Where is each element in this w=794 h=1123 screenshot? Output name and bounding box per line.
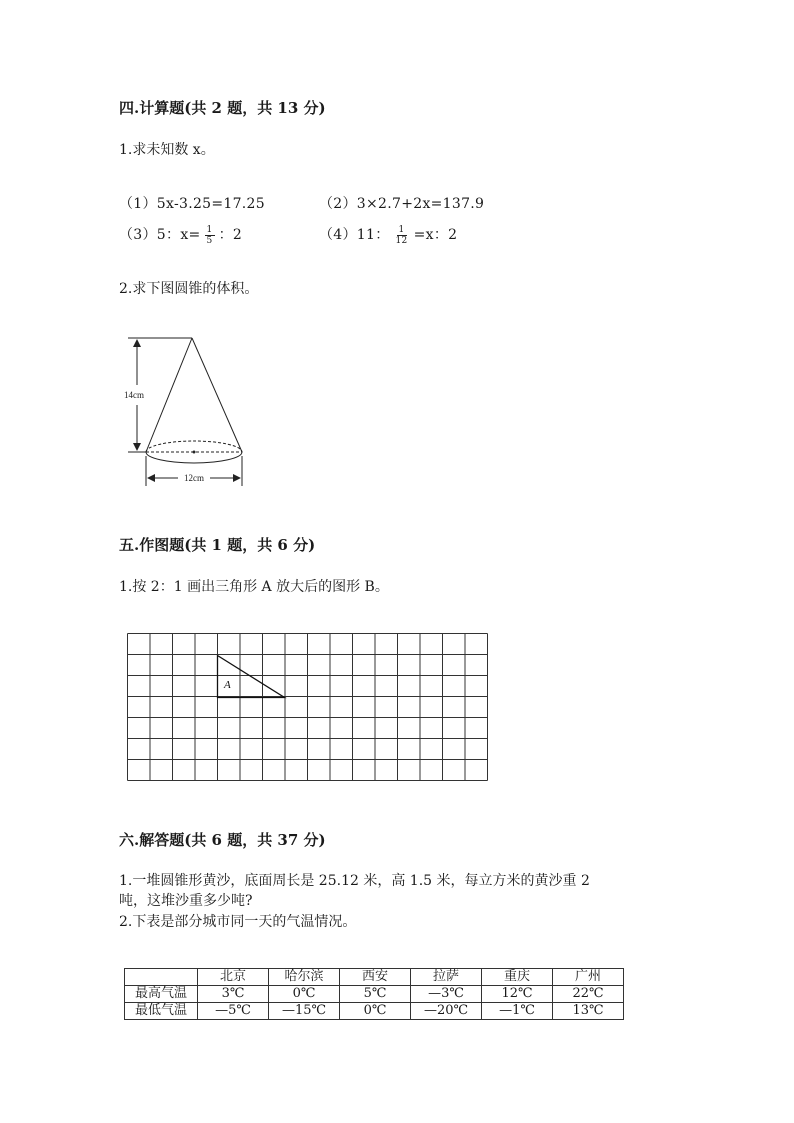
table-cell: 0℃ — [269, 986, 340, 1003]
section-6-title: 六.解答题(共 6 题，共 37 分) — [119, 831, 326, 849]
equation-4-prefix: （4）11： — [319, 227, 390, 243]
table-row — [125, 986, 624, 1003]
table-header-cell: 哈尔滨 — [269, 969, 340, 986]
grid-figure — [126, 632, 489, 784]
equation-4-fraction-denominator: 12 — [395, 235, 408, 246]
equation-2: （2）3×2.7+2x=137.9 — [319, 196, 485, 212]
equation-4-suffix: =x：2 — [413, 227, 458, 243]
equation-3-fraction-numerator: 1 — [206, 224, 213, 235]
grid-lines — [128, 634, 488, 781]
table-cell: 13℃ — [553, 1003, 624, 1020]
temperature-table — [124, 968, 624, 1020]
equation-3-suffix: ：2 — [218, 227, 243, 243]
table-cell: 5℃ — [340, 986, 411, 1003]
table-cell: 3℃ — [198, 986, 269, 1003]
triangle-a-label: A — [224, 679, 231, 691]
table-header-cell: 北京 — [198, 969, 269, 986]
question-6-1-line-1: 1.一堆圆锥形黄沙，底面周长是 25.12 米，高 1.5 米，每立方米的黄沙重 2 — [119, 873, 590, 889]
base-label: 12cm — [184, 473, 204, 483]
equation-3 — [119, 224, 242, 246]
cone-figure — [110, 330, 260, 495]
table-cell: —1℃ — [482, 1003, 553, 1020]
cone-outline — [146, 338, 242, 463]
section-4-title: 四.计算题(共 2 题，共 13 分) — [119, 99, 326, 117]
equation-3-fraction — [205, 225, 215, 246]
table-cell: 0℃ — [340, 1003, 411, 1020]
question-4-2-text: 2.求下图圆锥的体积。 — [119, 281, 259, 297]
equation-3-prefix: （3）5：x= — [119, 227, 201, 243]
table-header-row — [125, 969, 624, 986]
question-5-1-text: 1.按 2：1 画出三角形 A 放大后的图形 B。 — [119, 579, 389, 595]
equation-4 — [319, 224, 457, 246]
table-header-cell — [125, 969, 198, 986]
table-cell: 22℃ — [553, 986, 624, 1003]
equation-3-fraction-denominator: 5 — [206, 235, 213, 246]
table-cell: —3℃ — [411, 986, 482, 1003]
height-label: 14cm — [124, 390, 144, 400]
question-6-2-text: 2.下表是部分城市同一天的气温情况。 — [119, 914, 357, 930]
table-row-label: 最高气温 — [125, 986, 198, 1003]
equation-4-fraction — [394, 225, 410, 246]
table-header-cell: 拉萨 — [411, 969, 482, 986]
table-header-cell: 广州 — [553, 969, 624, 986]
table-header-cell: 重庆 — [482, 969, 553, 986]
table-cell: —15℃ — [269, 1003, 340, 1020]
equation-4-fraction-numerator: 1 — [398, 224, 405, 235]
equation-1: （1）5x-3.25=17.25 — [119, 196, 265, 212]
table-cell: —5℃ — [198, 1003, 269, 1020]
question-4-1-text: 1.求未知数 x。 — [119, 142, 215, 158]
question-6-1-line-2: 吨，这堆沙重多少吨? — [119, 893, 253, 909]
table-cell: —20℃ — [411, 1003, 482, 1020]
table-row-label: 最低气温 — [125, 1003, 198, 1020]
triangle-a — [218, 656, 285, 698]
table-cell: 12℃ — [482, 986, 553, 1003]
table-row — [125, 1003, 624, 1020]
table-header-cell: 西安 — [340, 969, 411, 986]
section-5-title: 五.作图题(共 1 题，共 6 分) — [119, 536, 316, 554]
